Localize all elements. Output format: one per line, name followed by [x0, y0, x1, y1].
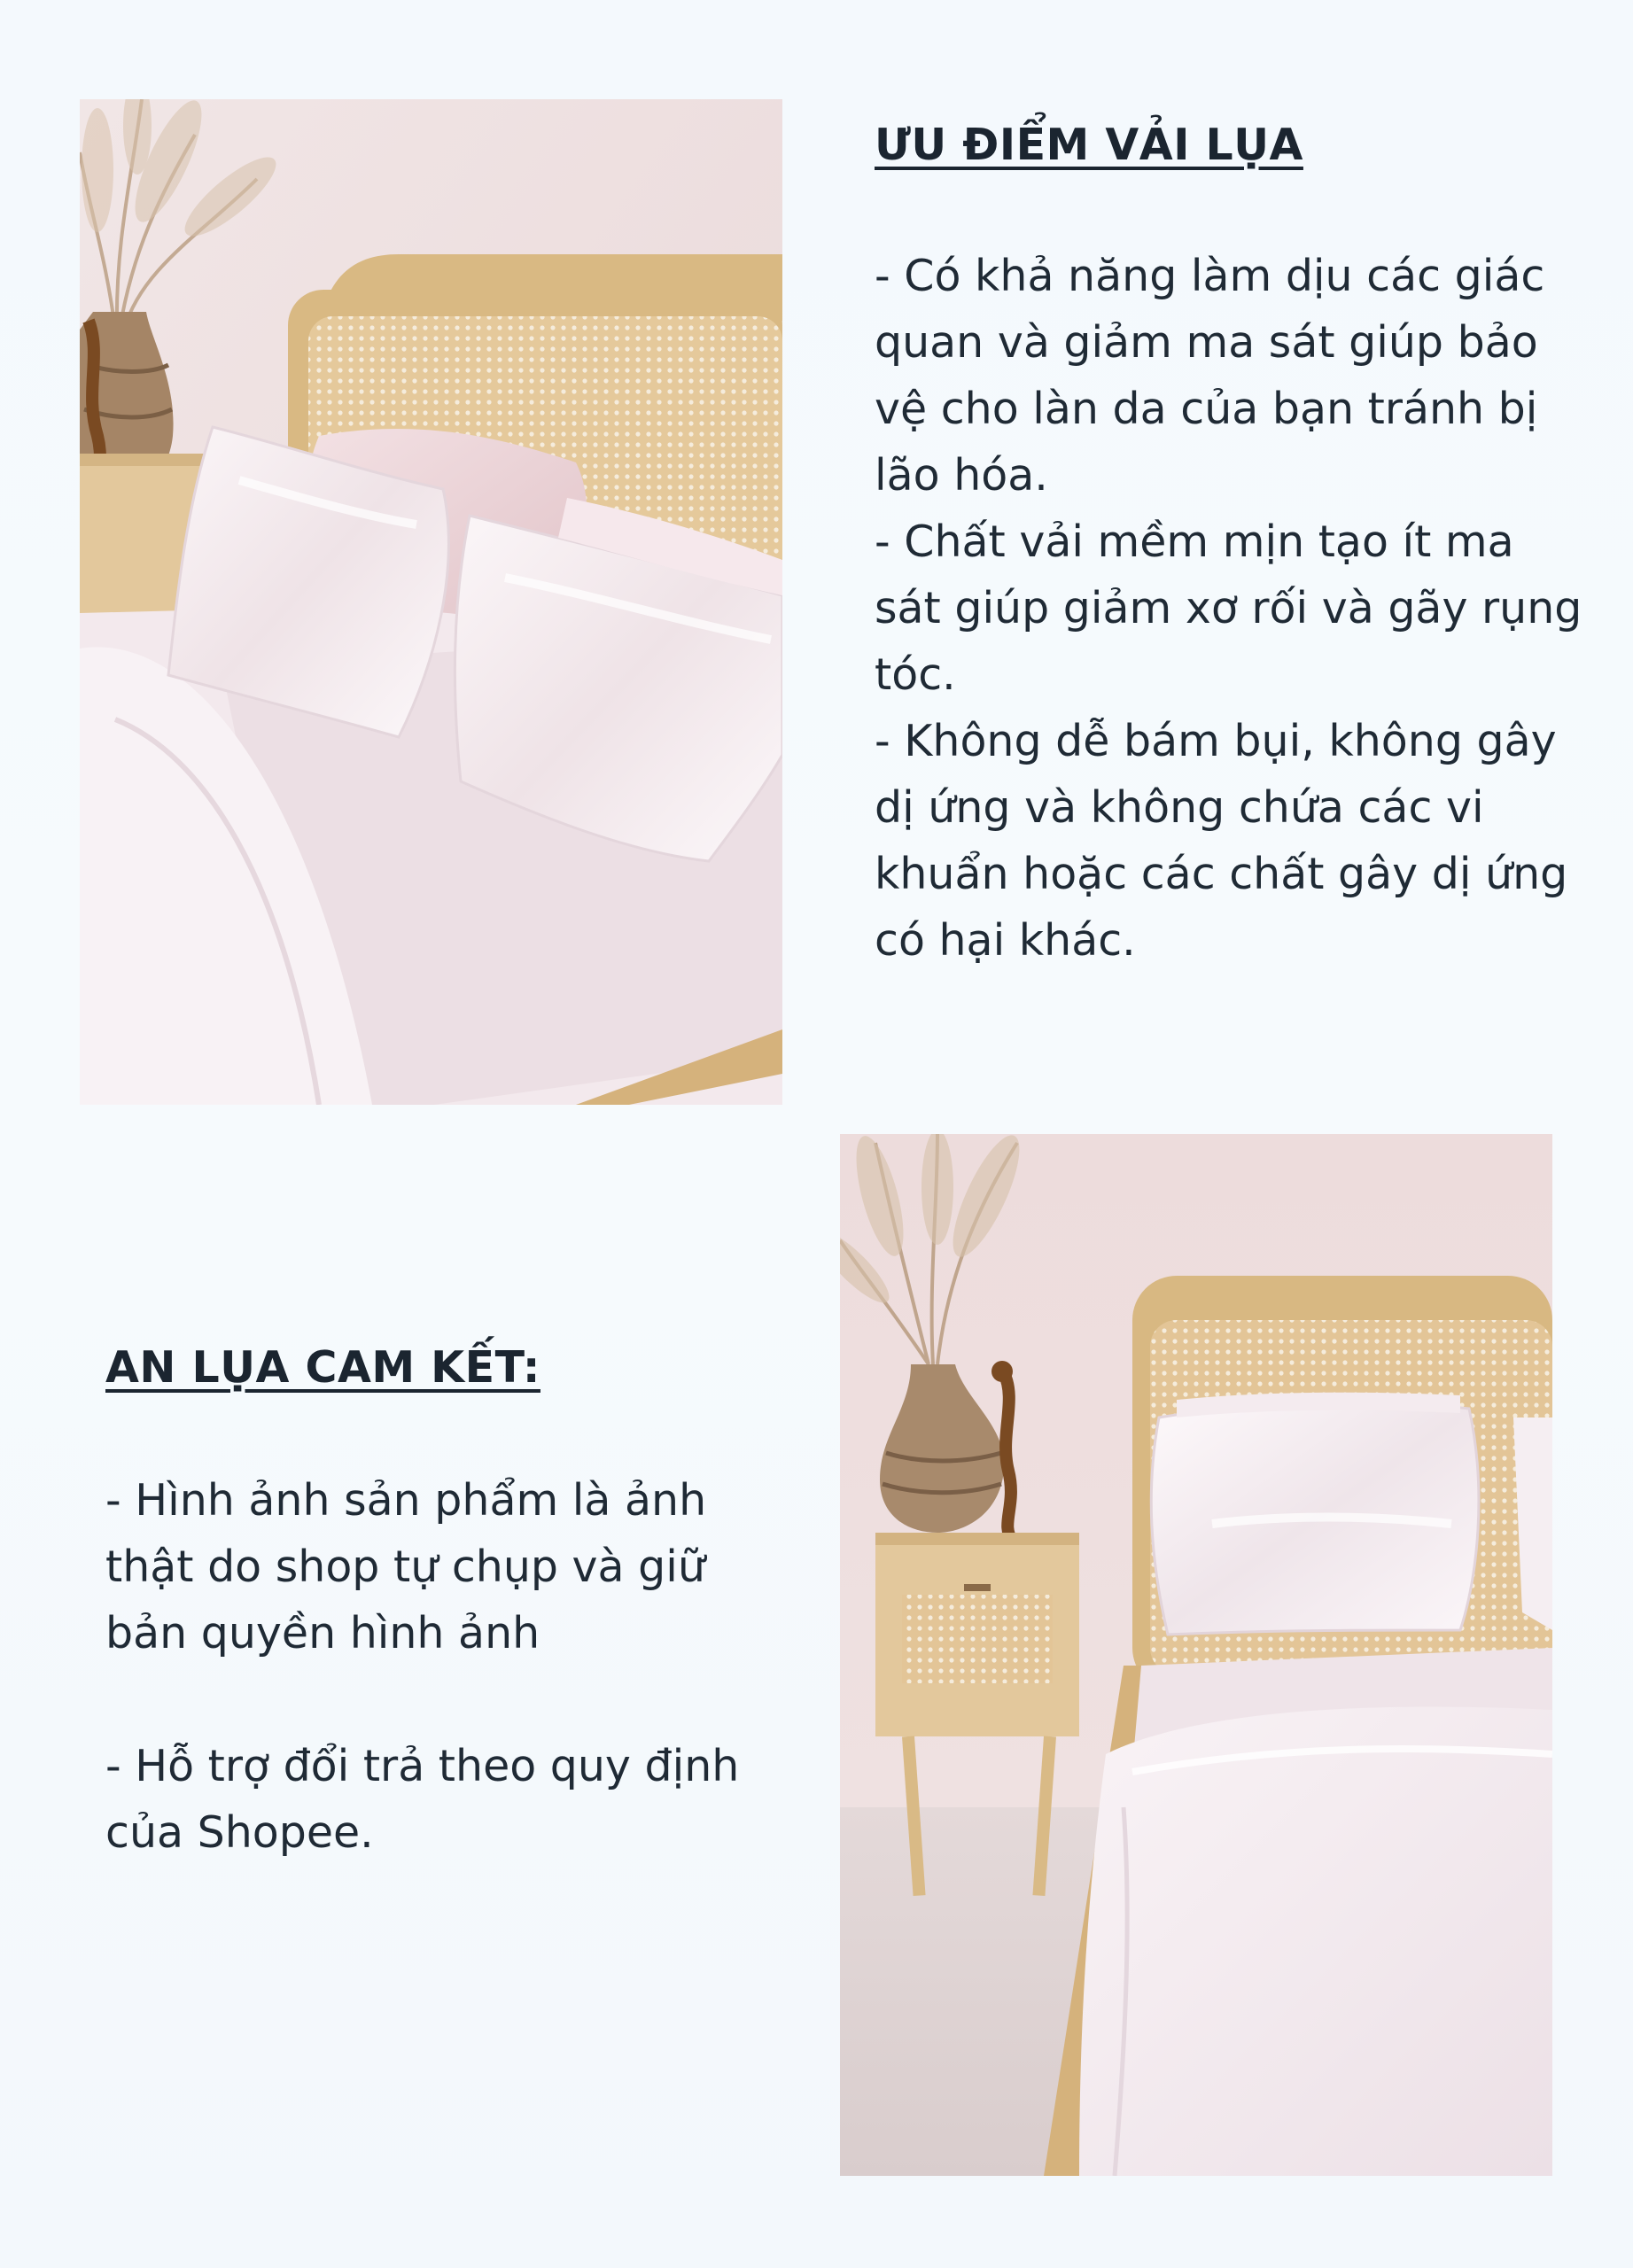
benefit-item: - Chất vải mềm mịn tạo ít ma sát giúp giảm xơ rối và gãy rụng tóc. — [875, 517, 1582, 700]
commitment-item: - Hỗ trợ đổi trả theo quy định của Shopee. — [105, 1741, 740, 1858]
commitment-item: - Hình ảnh sản phẩm là ảnh thật do shop tự chụp và giữ bản quyền hình ảnh — [105, 1475, 707, 1658]
bedroom-photo-pillows — [80, 99, 782, 1105]
bedroom-photo-nightstand — [840, 1134, 1552, 2176]
commitment-section — [105, 1342, 797, 1866]
benefits-heading: ƯU ĐIỂM VẢI LỤA — [875, 120, 1303, 170]
commitment-list — [105, 1467, 797, 1866]
benefit-item: - Có khả năng làm dịu các giác quan và giảm ma sát giúp bảo vệ cho làn da của bạn tránh bị lão hóa. — [875, 251, 1545, 501]
commitment-heading: AN LỤA CAM KẾT: — [105, 1342, 540, 1393]
benefits-section — [875, 120, 1583, 974]
benefit-item: - Không dễ bám bụi, không gây dị ứng và không chứa các vi khuẩn hoặc các chất gây dị ứng có hại khác. — [875, 716, 1568, 966]
benefits-list — [875, 243, 1583, 974]
